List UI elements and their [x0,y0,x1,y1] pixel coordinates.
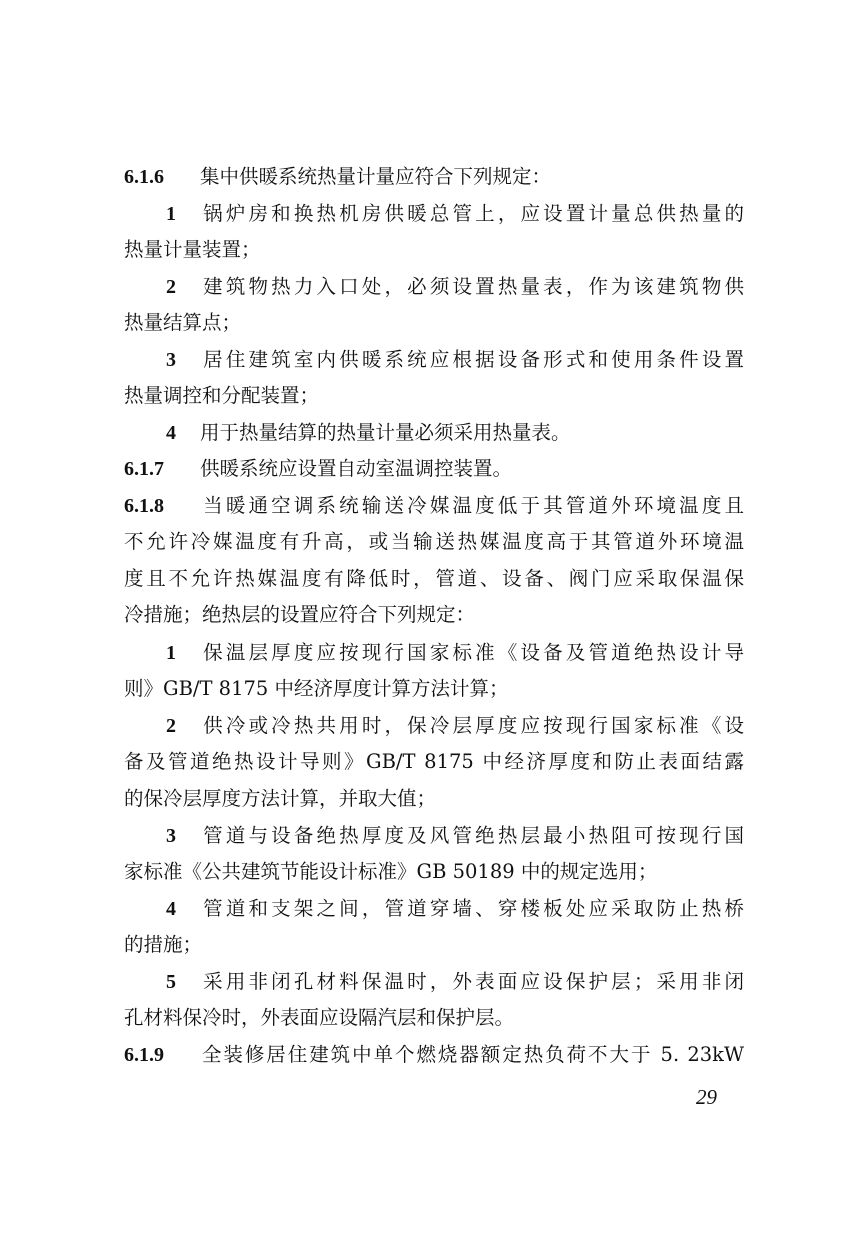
item-number: 3 [166,349,176,371]
clause-text: 供暖系统应设置自动室温调控装置。 [200,457,513,480]
item-text: 热量结算点； [124,311,242,334]
clause-6-1-8 [124,489,744,523]
item-text: 供冷或冷热共用时，保冷层厚度应按现行国家标准《设 [200,714,744,737]
item-text: 建筑物热力入口处，必须设置热量表，作为该建筑物供 [200,275,744,298]
clause-6-1-8-cont-3 [124,598,744,632]
item-text: 管道和支架之间，管道穿墙、穿楼板处应采取防止热桥 [200,897,744,920]
item-text: 锅炉房和换热机房供暖总管上，应设置计量总供热量的 [200,202,744,225]
item-text: 用于热量结算的热量计量必须采用热量表。 [200,421,571,444]
clause-6-1-8-item-2-cont-1 [124,745,744,779]
item-number: 2 [166,276,176,298]
page-number: 29 [696,1085,717,1109]
clause-6-1-7 [124,452,744,486]
item-text: 则》GB/T 8175 中经济厚度计算方法计算； [124,677,509,700]
clause-6-1-8-item-1-cont [124,672,744,706]
clause-number: 6.1.9 [124,1044,164,1066]
clause-text: 全装修居住建筑中单个燃烧器额定热负荷不大于 5. 23kW [200,1043,744,1066]
clause-6-1-8-item-5 [166,965,744,999]
item-text: 的保冷层厚度方法计算，并取大值； [124,787,437,810]
item-text: 热量计量装置； [124,238,261,261]
item-number: 1 [166,203,176,225]
clause-text: 度且不允许热媒温度有降低时，管道、设备、阀门应采取保温保 [124,567,744,590]
clause-6-1-6-item-3 [166,343,744,377]
clause-number: 6.1.6 [124,166,164,188]
clause-6-1-8-item-5-cont [124,1001,744,1035]
clause-6-1-8-item-2-cont-2 [124,782,744,816]
clause-6-1-6-item-3-cont [124,379,744,413]
clause-6-1-6-item-4 [166,416,744,450]
item-text: 的措施； [124,933,203,956]
clause-text: 集中供暖系统热量计量应符合下列规定： [200,165,552,188]
clause-6-1-8-item-4-cont [124,928,744,962]
clause-6-1-8-cont-1 [124,525,744,559]
item-text: 居住建筑室内供暖系统应根据设备形式和使用条件设置 [200,348,744,371]
clause-6-1-8-cont-2 [124,562,744,596]
clause-6-1-8-item-3-cont [124,855,744,889]
clause-text: 冷措施；绝热层的设置应符合下列规定： [124,603,476,626]
clause-6-1-6-item-2 [166,270,744,304]
item-text: 孔材料保冷时，外表面应设隔汽层和保护层。 [124,1006,515,1029]
clause-number: 6.1.8 [124,495,164,517]
item-number: 1 [166,642,176,664]
clause-6-1-6 [124,160,744,194]
clause-6-1-6-item-2-cont [124,306,744,340]
clause-6-1-8-item-3 [166,819,744,853]
clause-6-1-6-item-1-cont [124,233,744,267]
clause-6-1-8-item-2 [166,709,744,743]
item-number: 4 [166,898,176,920]
clause-text: 不允许冷媒温度有升高，或当输送热媒温度高于其管道外环境温 [124,530,744,553]
clause-6-1-8-item-1 [166,636,744,670]
item-number: 4 [166,422,176,444]
clause-number: 6.1.7 [124,458,164,480]
clause-text: 当暖通空调系统输送冷媒温度低于其管道外环境温度且 [200,494,744,517]
clause-6-1-8-item-4 [166,892,744,926]
item-number: 2 [166,715,176,737]
item-number: 3 [166,825,176,847]
item-number: 5 [166,971,176,993]
item-text: 采用非闭孔材料保温时，外表面应设保护层；采用非闭 [200,970,744,993]
clause-6-1-9 [124,1038,744,1072]
item-text: 保温层厚度应按现行国家标准《设备及管道绝热设计导 [200,641,744,664]
clause-6-1-6-item-1 [166,197,744,231]
item-text: 家标准《公共建筑节能设计标准》GB 50189 中的规定选用； [124,860,658,883]
item-text: 管道与设备绝热厚度及风管绝热层最小热阻可按现行国 [200,824,744,847]
item-text: 备及管道绝热设计导则》GB/T 8175 中经济厚度和防止表面结露 [124,750,744,773]
item-text: 热量调控和分配装置； [124,384,320,407]
